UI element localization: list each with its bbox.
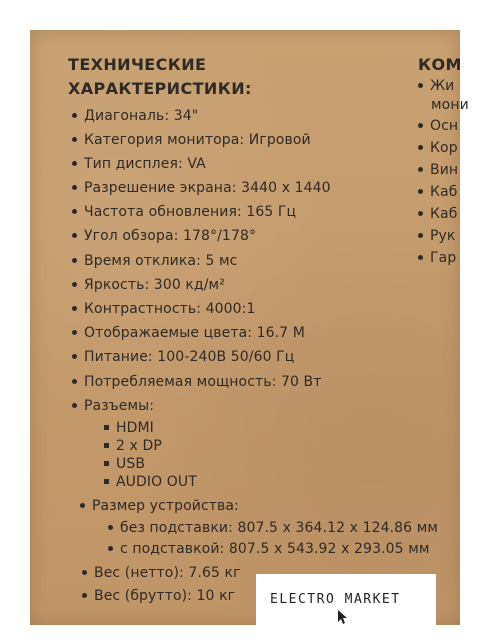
spec-item: Частота обновления: 165 Гц — [72, 204, 296, 220]
bullet-icon — [72, 233, 77, 238]
spec-item: Тип дисплея: VA — [72, 156, 206, 172]
bullet-icon — [72, 258, 77, 263]
bullet-icon — [418, 145, 423, 150]
spec-item: Время отклика: 5 мс — [72, 253, 237, 269]
bullet-icon — [418, 123, 423, 128]
bullet-icon — [418, 167, 423, 172]
spec-item: Потребляемая мощность: 70 Вт — [72, 374, 322, 390]
size-item: с подставкой: 807.5 x 543.92 x 293.05 мм — [108, 541, 430, 557]
package-item: Жи — [418, 78, 454, 94]
weight-gross: Вес (брутто): 10 кг — [82, 588, 235, 604]
bullet-icon — [418, 211, 423, 216]
size-item: без подставки: 807.5 x 364.12 x 124.86 мм — [108, 520, 438, 536]
port-item: 2 x DP — [104, 438, 162, 454]
size-label: Размер устройства: — [80, 498, 239, 514]
square-bullet-icon — [104, 479, 109, 484]
bullet-icon — [72, 137, 77, 142]
spec-item: Диагональ: 34" — [72, 108, 198, 124]
store-watermark — [256, 574, 436, 628]
bullet-icon — [82, 570, 87, 575]
bullet-icon — [80, 503, 85, 508]
spec-item: Яркость: 300 кд/м² — [72, 277, 225, 293]
bullet-icon — [72, 185, 77, 190]
bullet-icon — [418, 255, 423, 260]
package-item: Кор — [418, 140, 458, 156]
bullet-icon — [72, 330, 77, 335]
port-item: USB — [104, 456, 145, 472]
spec-item: Угол обзора: 178°/178° — [72, 228, 256, 244]
package-item-cont: мони — [431, 97, 469, 113]
package-item: Осн — [418, 118, 458, 134]
bullet-icon — [108, 525, 113, 530]
bullet-icon — [418, 189, 423, 194]
bullet-icon — [72, 161, 77, 166]
package-heading: КОМ — [418, 55, 462, 74]
square-bullet-icon — [104, 425, 109, 430]
bullet-icon — [72, 379, 77, 384]
bullet-icon — [72, 209, 77, 214]
watermark-text: ELECTRO MARKET — [270, 592, 401, 607]
package-item: Рук — [418, 228, 455, 244]
square-bullet-icon — [104, 461, 109, 466]
spec-item: Категория монитора: Игровой — [72, 132, 311, 148]
port-item: AUDIO OUT — [104, 474, 197, 490]
bullet-icon — [72, 306, 77, 311]
bullet-icon — [72, 282, 77, 287]
weight-net: Вес (нетто): 7.65 кг — [82, 565, 241, 581]
package-item: Вин — [418, 162, 458, 178]
bullet-icon — [72, 403, 77, 408]
bullet-icon — [418, 233, 423, 238]
package-item: Гар — [418, 250, 456, 266]
spec-item: Питание: 100-240В 50/60 Гц — [72, 349, 294, 365]
bullet-icon — [72, 113, 77, 118]
package-item: Каб — [418, 206, 457, 222]
package-item: Каб — [418, 184, 457, 200]
product-box-photo — [30, 30, 469, 625]
bullet-icon — [418, 83, 423, 88]
cursor-icon — [336, 609, 352, 625]
port-item: HDMI — [104, 420, 154, 436]
bullet-icon — [82, 593, 87, 598]
bullet-icon — [108, 546, 113, 551]
specs-heading-line1: ТЕХНИЧЕСКИЕ — [68, 55, 207, 74]
spec-item: Отображаемые цвета: 16.7 М — [72, 325, 305, 341]
spec-item: Контрастность: 4000:1 — [72, 301, 255, 317]
square-bullet-icon — [104, 443, 109, 448]
spec-item-connectors: Разъемы: — [72, 398, 154, 414]
spec-item: Разрешение экрана: 3440 x 1440 — [72, 180, 331, 196]
bullet-icon — [72, 354, 77, 359]
specs-heading-line2: ХАРАКТЕРИСТИКИ: — [68, 79, 252, 98]
